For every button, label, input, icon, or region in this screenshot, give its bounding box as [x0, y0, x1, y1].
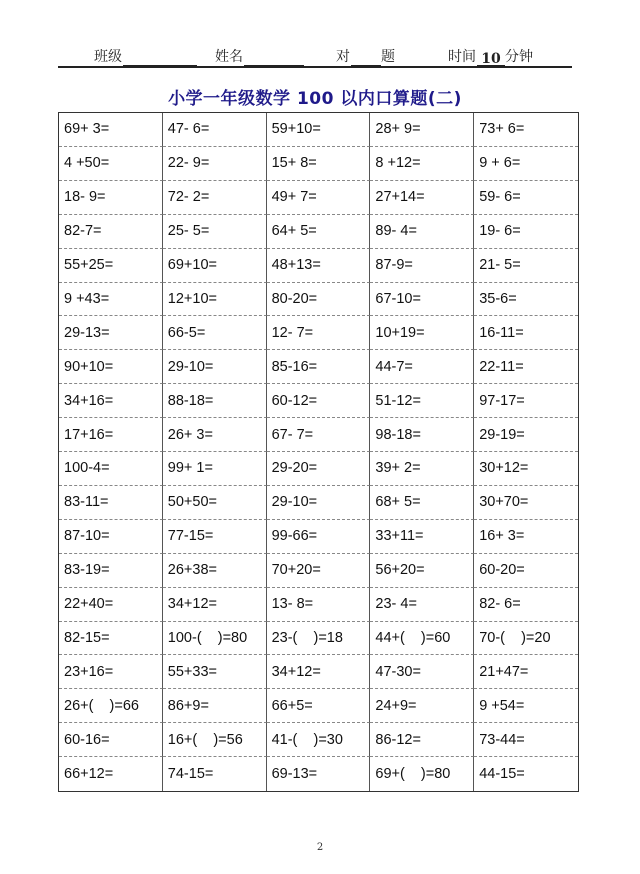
problem-cell: 44-15=: [479, 766, 525, 783]
problem-cell: 41-( )=30: [267, 723, 371, 757]
problem-cell: 23-( )=18: [267, 622, 371, 656]
problem-cell: 48+13=: [267, 249, 371, 283]
problem-cell: 100-( )=80: [163, 622, 267, 656]
class-field: [94, 46, 197, 66]
problem-cell: 21+47=: [474, 655, 578, 689]
correct-label: 对: [336, 49, 350, 65]
problem-cell: 23+16=: [59, 655, 163, 689]
time-unit: 分钟: [505, 49, 533, 65]
problem-cell: 88-18=: [163, 384, 267, 418]
time-label: 时间: [448, 49, 476, 65]
problem-cell: 86+9=: [163, 689, 267, 723]
problem-cell: 89- 4=: [370, 215, 474, 249]
problem-cell: 24+9=: [370, 689, 474, 723]
problem-cell: 69+( )=80: [370, 757, 474, 791]
problem-cell: 68+ 5=: [370, 486, 474, 520]
problem-cell: 72- 2=: [163, 181, 267, 215]
problem-cell: 9 +43=: [59, 283, 163, 317]
problem-table: [58, 112, 579, 792]
problem-cell: 100-4=: [59, 452, 163, 486]
problem-cell: 97-17=: [474, 384, 578, 418]
problem-cell: 64+ 5=: [267, 215, 371, 249]
problem-cell: 22-11=: [474, 350, 578, 384]
class-blank: [123, 51, 197, 66]
problem-cell: 29-19=: [474, 418, 578, 452]
problem-cell: 8 +12=: [370, 147, 474, 181]
problem-cell: 34+12=: [267, 655, 371, 689]
problem-cell: 35-6=: [474, 283, 578, 317]
problem-cell: 82-7=: [59, 215, 163, 249]
problem-cell: 15+ 8=: [267, 147, 371, 181]
problem-cell: 67- 7=: [267, 418, 371, 452]
problem-cell: 44-7=: [370, 350, 474, 384]
problem-cell: 18- 9=: [59, 181, 163, 215]
problem-cell: 60-20=: [474, 554, 578, 588]
problem-cell: 47- 6=: [163, 113, 267, 147]
problem-cell: 60-16=: [59, 723, 163, 757]
problem-cell: 90+10=: [59, 350, 163, 384]
problem-cell: 83-19=: [59, 554, 163, 588]
problem-cell: 44+( )=60: [370, 622, 474, 656]
problem-cell: 25- 5=: [163, 215, 267, 249]
problem-cell: 82- 6=: [474, 588, 578, 622]
time-field: [448, 46, 533, 66]
page-number: 2: [316, 842, 324, 853]
problem-cell: 39+ 2=: [370, 452, 474, 486]
problem-cell: 21- 5=: [474, 249, 578, 283]
problem-cell: 86-12=: [370, 723, 474, 757]
problem-cell: 69-13=: [267, 757, 371, 791]
problem-cell: 73-44=: [474, 723, 578, 757]
problem-cell: 51-12=: [370, 384, 474, 418]
problem-cell: 13- 8=: [267, 588, 371, 622]
problem-cell: 12+10=: [163, 283, 267, 317]
problem-cell: 74-15=: [163, 757, 267, 791]
problem-cell: 29-20=: [267, 452, 371, 486]
class-label: 班级: [94, 49, 122, 65]
correct-blank: [351, 51, 381, 66]
problem-cell: 55+25=: [59, 249, 163, 283]
problem-cell: 30+70=: [474, 486, 578, 520]
correct-count-field: [336, 46, 395, 66]
problem-cell: 26+ 3=: [163, 418, 267, 452]
problem-cell: 87-10=: [59, 520, 163, 554]
problem-cell: 69+ 3=: [59, 113, 163, 147]
problem-cell: 69+10=: [163, 249, 267, 283]
problem-cell: 55+33=: [163, 655, 267, 689]
problem-cell: 59+10=: [267, 113, 371, 147]
problem-cell: 22- 9=: [163, 147, 267, 181]
problem-cell: 30+12=: [474, 452, 578, 486]
question-unit: 题: [381, 49, 395, 65]
problem-cell: 66-5=: [163, 316, 267, 350]
problem-cell: 33+11=: [370, 520, 474, 554]
worksheet-title: 小学一年级数学 100 以内口算题(二): [168, 89, 462, 109]
problem-cell: 26+( )=66: [59, 689, 163, 723]
problem-cell: 99+ 1=: [163, 452, 267, 486]
problem-cell: 85-16=: [267, 350, 371, 384]
problem-cell: 10+19=: [370, 316, 474, 350]
problem-cell: 34+12=: [163, 588, 267, 622]
problem-cell: 67-10=: [370, 283, 474, 317]
problem-cell: 66+12=: [59, 757, 163, 791]
problem-cell: 26+38=: [163, 554, 267, 588]
problem-cell: 87-9=: [370, 249, 474, 283]
problem-cell: 4 +50=: [59, 147, 163, 181]
problem-cell: 50+50=: [163, 486, 267, 520]
problem-cell: 29-13=: [59, 316, 163, 350]
problem-cell: 66+5=: [267, 689, 371, 723]
problem-cell: 56+20=: [370, 554, 474, 588]
problem-cell: 19- 6=: [474, 215, 578, 249]
problem-cell: 99-66=: [267, 520, 371, 554]
problem-cell: 12- 7=: [267, 316, 371, 350]
header-rule: [58, 66, 572, 68]
problem-cell: 23- 4=: [370, 588, 474, 622]
problem-cell: 34+16=: [59, 384, 163, 418]
problem-cell: 49+ 7=: [267, 181, 371, 215]
problem-cell: 98-18=: [370, 418, 474, 452]
problem-cell: 70-( )=20: [474, 622, 578, 656]
problem-cell: 59- 6=: [474, 181, 578, 215]
problem-cell: 16+( )=56: [163, 723, 267, 757]
problem-cell: 9 + 6=: [474, 147, 578, 181]
problem-cell: 29-10=: [267, 486, 371, 520]
problem-cell: 28+ 9=: [370, 113, 474, 147]
time-value: 10: [477, 51, 505, 66]
problem-cell: 47-30=: [370, 655, 474, 689]
name-label: 姓名: [215, 49, 243, 65]
problem-cell: 83-11=: [59, 486, 163, 520]
problem-cell: 17+16=: [59, 418, 163, 452]
problem-cell: 9 +54=: [474, 689, 578, 723]
problem-cell: 73+ 6=: [474, 113, 578, 147]
problem-cell: 77-15=: [163, 520, 267, 554]
problem-cell: 22+40=: [59, 588, 163, 622]
problem-cell: 27+14=: [370, 181, 474, 215]
problem-cell: 16-11=: [474, 316, 578, 350]
worksheet-header: [58, 44, 572, 66]
problem-cell: 82-15=: [59, 622, 163, 656]
problem-cell: 16+ 3=: [474, 520, 578, 554]
problem-cell: 60-12=: [267, 384, 371, 418]
problem-cell: 80-20=: [267, 283, 371, 317]
problem-cell: 70+20=: [267, 554, 371, 588]
name-field: [215, 46, 304, 66]
name-blank: [244, 51, 304, 66]
problem-cell: 29-10=: [163, 350, 267, 384]
